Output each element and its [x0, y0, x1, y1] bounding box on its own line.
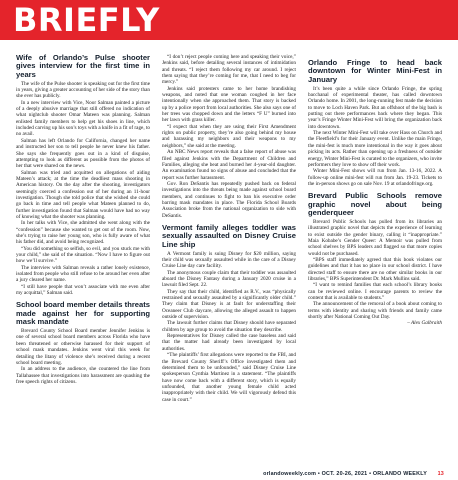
article-headline: Orlando Fringe to head back downtown for Winter Mini-Fest in January	[308, 58, 442, 84]
article-paragraph: Gov. Ron DeSantis has repeatedly pushed back on federal investigations into the threats being made against school board members, and continues to fight to ban his executive order barring mask mandates in place. The Florida School Boards Association broke from the national organization to side with DeSantis.	[162, 180, 296, 219]
article-paragraph: “I don’t reject people coming here and speaking their voice,” Jenkins said, before detailing several instances of intimidation and threats. “I reject them following my car around. I reject them saying that they’re coming for me, that I need to beg for mercy.”	[162, 54, 296, 86]
page-footer: orlandoweekly.com • OCT. 20-26, 2021 • ORLANDO WEEKLY 13	[263, 471, 444, 477]
article-paragraph: The next Winter Mini-Fest will take over Hass on Church and the Fleetfield’s for their January event. Unlike the main Fringe, the mini-fest is much more intentional in the way it goes about picking its acts. Rather than opening up a freshness of outsider energy, Winter Mini-Fest is curated to the organizers, who invite performers they love to show off their work.	[308, 130, 442, 168]
column-1	[16, 54, 150, 450]
article-headline: Vermont family alleges toddler was sexually assaulted on Disney Cruise Line ship	[162, 222, 296, 249]
article-headline: Wife of Orlando’s Pulse shooter gives interview for the first time in years	[16, 54, 150, 79]
article-headline: School board member details threats made against her for supporting mask mandate	[16, 300, 150, 327]
footer-site: orlandoweekly.com	[263, 471, 317, 477]
article-paragraph: The interview with Salman reveals a rather lonely existence, isolated from people who still refuse to be around her even after a jury cleared her name.	[16, 264, 150, 284]
article-paragraph: In her talks with Vice, she admitted she went along with the “confession” because she wanted to get out of the room. Now, she’s trying to raise her young son, who is fully aware of what his father did, and avoid being recognized.	[16, 220, 150, 246]
article-byline: – Alex Galbraith	[407, 320, 442, 327]
article-paragraph: “I still have people that won’t associate with me even after my acquittal,” Salman said.	[16, 283, 150, 297]
article-paragraph: The wife of the Pulse shooter is speaking out for the first time in years, giving a greater accounting of her side of the story than she ever has publicly.	[16, 80, 150, 100]
article-paragraph: Winter Mini-Fest shows will run from Jan. 13-16, 2022. A follow-up online mini-fest will run from Jan. 19-23. Tickets to the in-person shows go on sale Nov. 19 at orlandofringe.org.	[308, 168, 442, 187]
article-paragraph: The announcement of the removal of a book about coming to terms with identity and sharing with friends and family came shortly after National Coming Out Day.	[308, 301, 442, 321]
article-paragraph: Salman was tried and acquitted on allegations of aiding Mateen’s attack; at the time the deadliest mass shooting in American history. On the day after the shooting, investigators seemingly coerced a confession out of her during an 11-hour investigation. Though she told police that she wished she could go back in time and tell people what Mateen planned to do, further investigation found that Salman would have had no way of knowing what the shooter was planning.	[16, 169, 150, 220]
article-paragraph: Representatives for Disney called the case baseless and said that the matter had already been investigated by local authorities.	[162, 333, 296, 352]
page-number: 13	[437, 471, 444, 477]
article-paragraph: An NBC News report reveals that a false report of abuse was filed against Jenkins with the Department of Children and Families, alleging she beat and burned her 4-year-old daughter. An examination found no signs of abuse and concluded that the report was further harassment.	[162, 149, 296, 181]
article-paragraph: Brevard County School Board member Jennifer Jenkins is one of several school board members across Florida who have been threatened or otherwise harassed for their support of school mask mandates. Jenkins went viral this week for detailing the litany of violence she’s received during a recent school board meeting.	[16, 328, 150, 366]
article-paragraph: In an address to the audience, she countered the line from Tallahassee that investigations into harassment are quashing the free speech rights of citizens.	[16, 366, 150, 385]
article-paragraph: The lawsuit further claims that Disney should have separated children by age group to avoid the situation they describe.	[162, 320, 296, 333]
article-paragraph: In a new interview with Vice, Noor Salman painted a picture of a deeply abusive marriage that still offered no indication of what nightclub shooter Omar Mateen was planning. Salman enlisted family members to help get his shoes in line, which included carving up his son’s toys with a knife in a fit of rage, to no avail.	[16, 99, 150, 138]
article-paragraph: “You did something so selfish, so evil, and you stuck me with your child,” she said of the situation. “Now I have to figure out how we’ll survive.”	[16, 245, 150, 265]
column-3	[308, 54, 442, 450]
article-paragraph: Salman has left Orlando for California, changed her name and instructed her son to tell people he never knew his father. She says she frequently goes out in a kind of disguise, attempting to look as different as possible from the photos of her that were shared on the news.	[16, 137, 150, 170]
footer-publication: ORLANDO WEEKLY	[372, 471, 427, 477]
section-title: BRIEFLY	[13, 1, 160, 39]
masthead	[0, 0, 458, 40]
article-paragraph: “BPS staff immediately agreed that this book violates our guidelines and that it has no place in our school district. I have directed staff to ensure there are no other similar books in our libraries,” BPS Superintendent Dr. Mark Mullins said.	[308, 257, 442, 283]
article-columns	[16, 54, 444, 450]
article-paragraph: They say that their child, identified as R.V., was “physically restrained and sexually assaulted by a significantly older child.” They claim that Disney is at fault for understaffing their Oceaneer Club daycare, allowing the alleged assault to happen outside of supervision.	[162, 288, 296, 321]
column-2	[162, 54, 296, 450]
article-paragraph: Brevard Public Schools has pulled from its libraries an illustrated graphic novel that depicts the experience of learning to exist outside the gender binary, calling it “inappropriate.” Maia Kobabe’s Gender Queer: A Memoir was pulled from school shelves by BPS leaders and flagged so that more copies would not be purchased.	[308, 218, 442, 257]
article-paragraph: It’s been quite a while since Orlando Fringe, the spring bacchanal of experimental theater, has called downtown Orlando home. In 2001, the long-running fest made the decision to move to Loch Haven Park. But an offshoot of the big bash is putting out there performances back where they began. This year’s Fringe Winter Mini-Fest will bring the organization back into downtown.	[308, 85, 442, 130]
article-paragraph: Jenkins said protesters came to her home brandishing weapons, and noted that one woman coughed in her face intentionally when she approached them. That story is backed up by a police report from local authorities. She also says one of her trees was chopped down and the letters “F U” burned into her lawn with grass killer.	[162, 85, 296, 124]
article-paragraph: A Vermont family is suing Disney for $20 million, saying their child was sexually assaulted while in the care of a Disney Cruise Line day care facility.	[162, 250, 296, 270]
article-paragraph: “I want to remind families that each school’s library books can be reviewed online. I encourage parents to review the content that is available to students.”	[308, 282, 442, 302]
article-paragraph: “The plaintiffs’ first allegations were reported to the FBI, and the Brevard County Sheriff’s Office investigated them and determined them to be unfounded,” said Disney Cruise Line spokesperson Cynthia Martinez in a statement. “The plaintiffs have now come back with a different story, which is equally unfounded, that another young female child acted inappropriately with their child. We will vigorously defend this case in court.”	[162, 352, 296, 403]
article-headline: Brevard Public Schools remove graphic novel about being genderqueer	[308, 191, 442, 218]
footer-date: OCT. 20-26, 2021	[321, 471, 368, 477]
article-paragraph: The anonymous couple claim that their toddler was assaulted aboard the Disney Fantasy during a January 2020 cruise in a lawsuit filed Sept. 22.	[162, 269, 296, 289]
article-paragraph: “I expect that when they are using their First Amendment rights on public property, they’re also going behind my house and harassing my neighbors and their weapons to my neighbors,” she said at the meeting.	[162, 123, 296, 149]
